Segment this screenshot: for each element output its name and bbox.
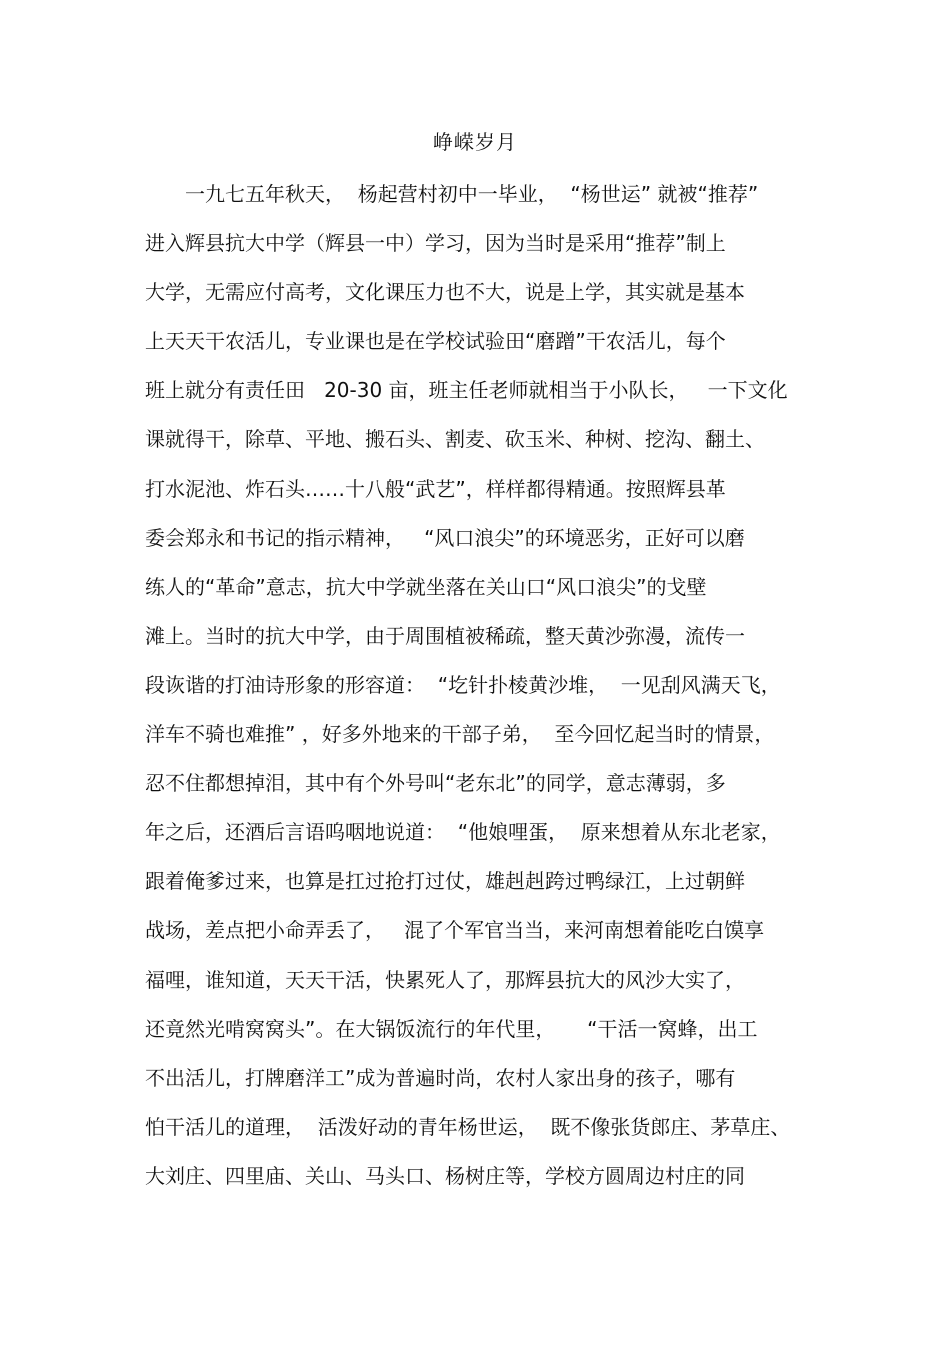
text-line: 跟着俺爹过来，也算是扛过抢打过仗，雄赳赳跨过鸭绿江，上过朝鲜 bbox=[145, 869, 745, 894]
text-line: 打水泥池、炸石头……十八般“武艺”，样样都得精通。按照辉县革 bbox=[145, 476, 726, 501]
text-line: 年之后，还酒后言语呜咽地说道： “他娘哩蛋， 原来想着从东北老家， bbox=[145, 820, 781, 845]
text-line: 一九七五年秋天， 杨起营村初中一毕业， “杨世运” 就被“推荐” bbox=[185, 182, 759, 206]
text-line: 大学，无需应付高考，文化课压力也不大，说是上学，其实就是基本 bbox=[145, 280, 745, 305]
text-line: 滩上。当时的抗大中学，由于周围植被稀疏，整天黄沙弥漫，流传一 bbox=[145, 623, 745, 648]
text-line: 上天天干农活儿，专业课也是在学校试验田“磨蹭”干农活儿，每个 bbox=[145, 329, 726, 354]
page-title: 峥嵘岁月 bbox=[433, 130, 517, 154]
text-line: 练人的“革命”意志，抗大中学就坐落在关山口“风口浪尖”的戈壁 bbox=[145, 574, 707, 599]
text-line: 大刘庄、四里庙、关山、马头口、杨树庄等，学校方圆周边村庄的同 bbox=[145, 1163, 745, 1188]
text-line: 洋车不骑也难推” ，好多外地来的干部子弟， 至今回忆起当时的情景， bbox=[145, 722, 775, 747]
text-line: 班上就分有责任田 20-30 亩，班主任老师就相当于小队长， 一下文化 bbox=[145, 378, 788, 403]
text-line: 段诙谐的打油诗形象的形容道： “圪针扑棱黄沙堆， 一见刮风满天飞， bbox=[145, 672, 781, 697]
text-line: 福哩，谁知道，天天干活，快累死人了，那辉县抗大的风沙大实了， bbox=[145, 967, 745, 992]
text-line: 不出活儿，打牌磨洋工”成为普遍时尚，农村人家出身的孩子，哪有 bbox=[145, 1065, 736, 1090]
text-line: 委会郑永和书记的指示精神， “风口浪尖”的环境恶劣，正好可以磨 bbox=[145, 525, 745, 550]
text-line: 进入辉县抗大中学（辉县一中）学习，因为当时是采用“推荐”制上 bbox=[145, 231, 726, 256]
text-line: 还竟然光啃窝窝头”。在大锅饭流行的年代里， “干活一窝蜂，出工 bbox=[145, 1016, 758, 1041]
text-line: 战场，差点把小命弄丢了， 混了个军官当当，来河南想着能吃白馍享 bbox=[145, 918, 765, 943]
text-line: 怕干活儿的道理， 活泼好动的青年杨世运， 既不像张货郎庄、茅草庄、 bbox=[145, 1114, 791, 1139]
body-paragraph bbox=[145, 178, 815, 1209]
text-line: 忍不住都想掉泪，其中有个外号叫“老东北”的同学，意志薄弱，多 bbox=[145, 771, 726, 796]
text-line: 课就得干，除草、平地、搬石头、割麦、砍玉米、种树、挖沟、翻土、 bbox=[145, 427, 765, 452]
